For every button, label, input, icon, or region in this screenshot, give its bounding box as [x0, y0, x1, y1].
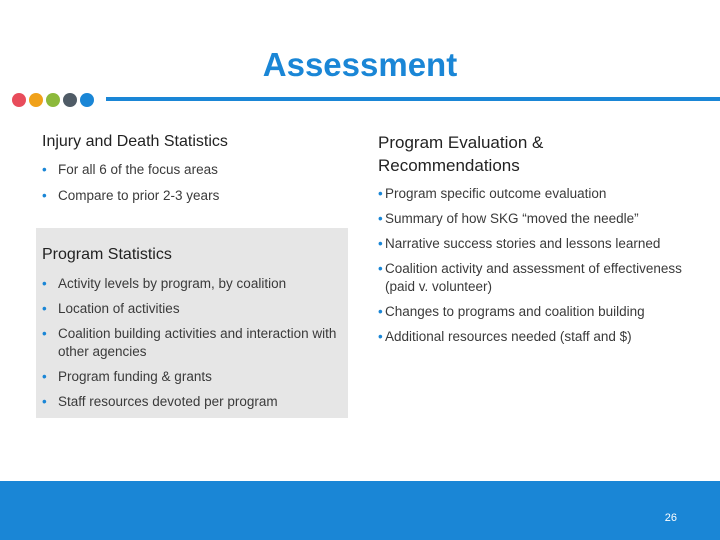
decor-dot-blue — [80, 93, 94, 107]
list-item: • Coalition building activities and interaction with other agencies — [42, 326, 337, 359]
program-evaluation-heading: Program Evaluation & Recommendations — [378, 133, 544, 175]
list-item: • Coalition activity and assessment of effectiveness (paid v. volunteer) — [378, 261, 682, 294]
list-item: • Program specific outcome evaluation — [378, 186, 607, 201]
bullet-icon: • — [42, 394, 47, 409]
slide-title: Assessment — [262, 46, 458, 83]
program-evaluation-bullets — [378, 185, 698, 353]
list-item: • Activity levels by program, by coalition — [42, 276, 287, 291]
bullet-icon: • — [42, 369, 47, 384]
title-divider — [106, 97, 720, 101]
injury-death-bullets — [42, 161, 342, 213]
decor-dot-green — [46, 93, 60, 107]
decor-dot-gray — [63, 93, 77, 107]
bullet-icon: • — [42, 162, 47, 177]
bullet-icon: • — [378, 186, 383, 201]
list-item: • Summary of how SKG “moved the needle” — [378, 211, 639, 226]
bullet-icon: • — [378, 329, 383, 344]
bullet-icon: • — [42, 188, 47, 203]
bullet-icon: • — [378, 261, 383, 276]
bullet-icon: • — [378, 211, 383, 226]
bullet-icon: • — [378, 236, 383, 251]
decor-dot-orange — [29, 93, 43, 107]
program-statistics-box — [36, 228, 348, 418]
list-item: • Changes to programs and coalition building — [378, 304, 645, 319]
bullet-icon: • — [378, 304, 383, 319]
decor-dot-red — [12, 93, 26, 107]
bullet-icon: • — [42, 326, 47, 341]
list-item: • Narrative success stories and lessons learned — [378, 236, 661, 251]
program-statistics-bullets — [42, 275, 346, 418]
bullet-icon: • — [42, 276, 47, 291]
program-statistics-heading: Program Statistics — [42, 246, 172, 263]
list-item: • For all 6 of the focus areas — [42, 162, 218, 177]
list-item: • Program funding & grants — [42, 369, 212, 384]
bullet-icon: • — [42, 301, 47, 316]
page-number: 26 — [664, 512, 677, 524]
injury-death-heading: Injury and Death Statistics — [42, 133, 228, 150]
footer-bar — [0, 481, 720, 540]
list-item: • Additional resources needed (staff and $) — [378, 329, 632, 344]
list-item: • Location of activities — [42, 301, 180, 316]
list-item: • Compare to prior 2-3 years — [42, 188, 220, 203]
list-item: • Staff resources devoted per program — [42, 394, 278, 409]
